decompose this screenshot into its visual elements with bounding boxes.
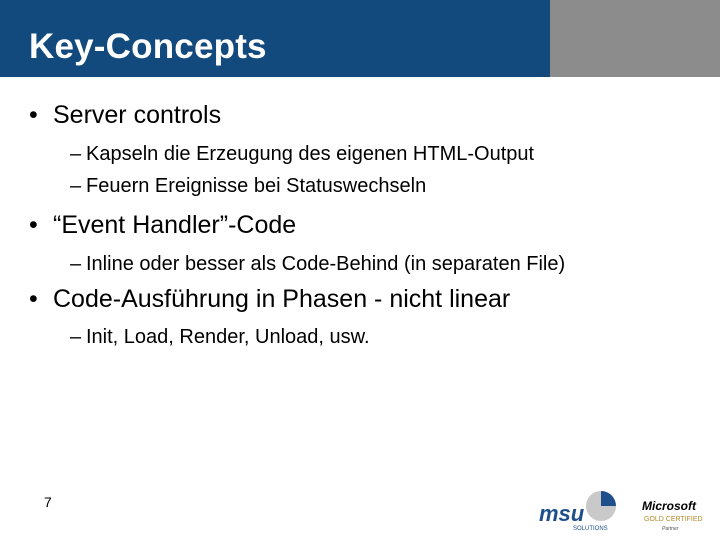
bullet-text: Code-Ausführung in Phasen - nicht linear [53, 285, 511, 313]
msu-logo-subtext: SOLUTIONS [573, 526, 608, 532]
msu-solutions-logo [537, 488, 621, 532]
page-number: 7 [44, 494, 52, 510]
sub-bullet-text: Kapseln die Erzeugung des eigenen HTML-Output [86, 143, 535, 165]
bullet-text: Server controls [53, 101, 222, 129]
dash-glyph: – [70, 253, 82, 275]
sub-bullet-item [70, 143, 534, 166]
title-bar-accent [550, 0, 720, 77]
microsoft-logo-text: Microsoft [642, 499, 696, 513]
bullet-item [29, 101, 221, 130]
sub-bullet-item [70, 326, 370, 349]
sub-bullet-text: Feuern Ereignisse bei Statuswechseln [86, 175, 427, 197]
bullet-glyph: • [29, 211, 38, 239]
slide-title: Key-Concepts [29, 27, 267, 66]
dash-glyph: – [70, 175, 82, 197]
gold-certified-text: GOLD CERTIFIED [644, 516, 703, 523]
bullet-item [29, 211, 296, 240]
sub-bullet-text: Init, Load, Render, Unload, usw. [86, 326, 370, 348]
logo-quadrant [601, 491, 616, 506]
bullet-item [29, 285, 510, 314]
sub-bullet-text: Inline oder besser als Code-Behind (in separaten File) [86, 253, 566, 275]
bullet-text: “Event Handler”-Code [53, 211, 297, 239]
sub-bullet-item [70, 253, 565, 276]
partner-text: Partner [662, 526, 679, 532]
dash-glyph: – [70, 143, 82, 165]
bullet-glyph: • [29, 285, 38, 313]
sub-bullet-item [70, 175, 426, 198]
dash-glyph: – [70, 326, 82, 348]
microsoft-partner-logo [640, 498, 714, 532]
bullet-glyph: • [29, 101, 38, 129]
msu-logo-text: msu [539, 501, 585, 526]
